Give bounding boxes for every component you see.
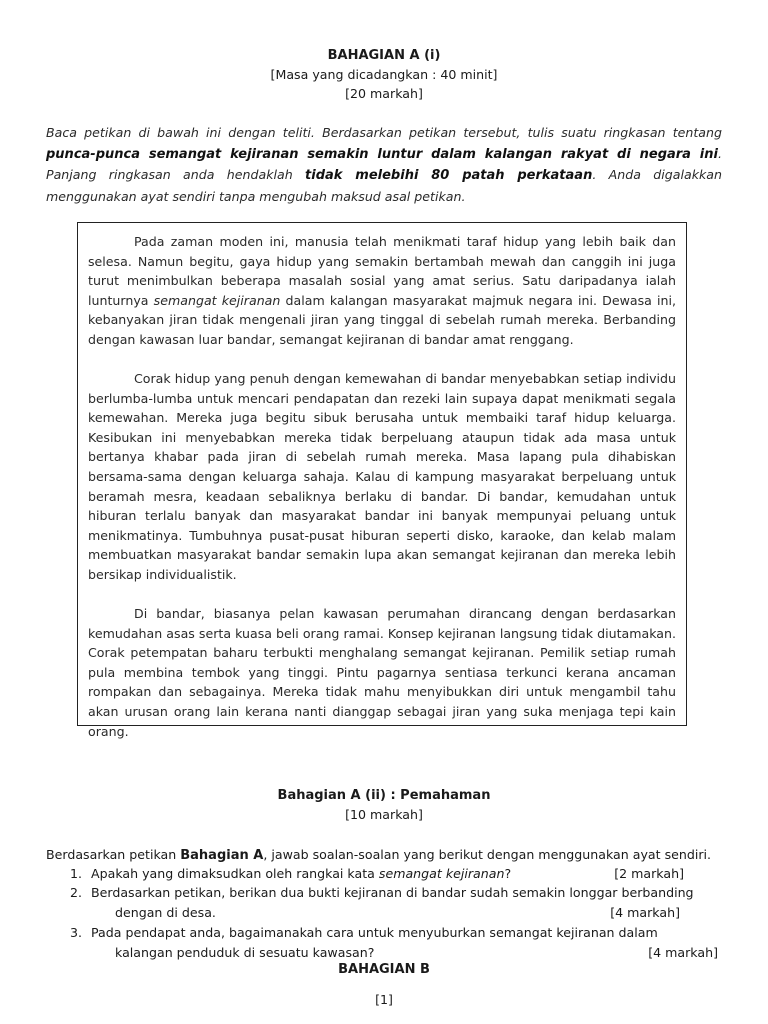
question-line: dengan di desa. xyxy=(115,904,216,920)
instruction-part: . Panjang ringkasan anda hendaklah xyxy=(46,145,722,182)
passage-paragraph-2: Corak hidup yang penuh dengan kemewahan di bandar menyebabkan setiap individu berlumba-lumba untuk mencari pendapatan dan rezeki lain supaya dapat menikmati segala kemewahan. Mereka juga begitu sibuk berusaha untuk membaiki taraf hidup keluarga. Kesibukan ini menyebabkan mereka tidak berpeluang ataupun tidak ada masa untuk bertanya khabar pada jiran di sebelah rumah mereka. Masa lapang pula dihabiskan bersama-sama dengan keluarga sahaja. Kalau di kampung masyarakat berpeluang untuk beramah mesra, keadaan sebaliknya berlaku di bandar. Di bandar, kemudahan untuk hiburan terlalu banyak dan masyarakat bandar ini banyak mempunyai peluang untuk menikmatinya. Tumbuhnya pusat-pusat hiburan seperti disko, karaoke, dan kelab malam membuatkan masyarakat bandar semakin lupa akan semangat kejiranan dan mereka lebih bersikap individualistik. xyxy=(88,371,676,582)
instruction-text xyxy=(46,123,722,207)
question-number: 1. xyxy=(70,866,83,881)
suggested-time: [Masa yang dicadangkan : 40 minit] xyxy=(270,67,498,82)
instruction-part: . Anda digalakkan menggunakan ayat sendiri tanpa mengubah maksud asal petikan. xyxy=(46,167,722,204)
instruction-topic: punca-punca semangat kejiranan semakin luntur dalam kalangan rakyat di negara ini xyxy=(46,146,718,162)
intro-bold: Bahagian A xyxy=(180,848,264,863)
intro-text: Berdasarkan petikan xyxy=(46,847,181,862)
section2-intro xyxy=(46,845,736,865)
question-mark: [4 markah] xyxy=(610,904,680,920)
question-text-part: ? xyxy=(504,866,512,881)
question-mark: [2 markah] xyxy=(614,866,684,881)
section-b-title: BAHAGIAN B xyxy=(338,962,430,977)
passage-paragraph-1 xyxy=(88,232,676,350)
passage-emphasis: semangat kejiranan xyxy=(153,292,281,308)
passage-text: Pada zaman moden ini, manusia telah menikmati taraf hidup yang lebih baik dan selesa. Namun begitu, gaya hidup yang semakin bertambah mewah dan canggih ini juga turut menimbulkan beberapa masalah sosial yang amat serius. Satu daripadanya ialah lunturnya xyxy=(88,234,676,308)
section2-header xyxy=(0,786,768,824)
passage-box xyxy=(77,222,687,739)
question-line: Berdasarkan petikan, berikan dua bukti kejiranan di bandar sudah semakin longgar berbanding xyxy=(91,885,694,900)
section2-title: Bahagian A (ii) : Pemahaman xyxy=(277,788,491,803)
section-header xyxy=(0,46,768,103)
passage-text: dalam kalangan masyarakat majmuk negara ini. Dewasa ini, kebanyakan jiran tidak mengenali jiran yang tinggal di sebelah rumah mereka. Berbanding dengan kawasan luar bandar, semangat kejiranan di bandar amat renggang. xyxy=(88,292,677,347)
question-text-part: Apakah yang dimaksudkan oleh rangkai kata xyxy=(91,866,379,881)
section2-marks: [10 markah] xyxy=(345,807,423,822)
question-line: kalangan penduduk di sesuatu kawasan? xyxy=(115,944,375,960)
instruction-word-limit: tidak melebihi 80 patah perkataan xyxy=(305,168,593,183)
section-marks: [20 markah] xyxy=(345,86,423,101)
passage-paragraph-3: Di bandar, biasanya pelan kawasan perumahan dirancang dengan berdasarkan kemudahan asas serta kuasa beli orang ramai. Konsep kejiranan langsung tidak diutamakan. Corak petempatan baharu terbukti menghalang semangat kejiranan. Pemilik setiap rumah pula membina tembok yang tinggi. Pintu pagarnya sentiasa terkunci kerana ancaman rompakan dan sebagainya. Mereka tidak mahu menyibukkan diri untuk mengambil tahu akan urusan orang lain kerana nanti dianggap sebagai jiran yang suka menjaga tepi kain orang. xyxy=(88,606,676,739)
question-number: 3. xyxy=(70,925,83,940)
question-text xyxy=(91,923,722,962)
question-number: 2. xyxy=(70,885,83,900)
question-mark: [4 markah] xyxy=(648,944,718,960)
question-emphasis: semangat kejiranan xyxy=(378,866,505,881)
section-title: BAHAGIAN A (i) xyxy=(327,48,441,63)
page-number: [1] xyxy=(375,992,393,1007)
question-line: Pada pendapat anda, bagaimanakah cara untuk menyuburkan semangat kejiranan dalam xyxy=(91,925,658,940)
intro-text: , jawab soalan-soalan yang berikut dengan menggunakan ayat sendiri. xyxy=(263,847,712,862)
instruction-part: Baca petikan di bawah ini dengan teliti. Berdasarkan petikan tersebut, tulis suatu ringkasan tentang xyxy=(46,125,722,140)
